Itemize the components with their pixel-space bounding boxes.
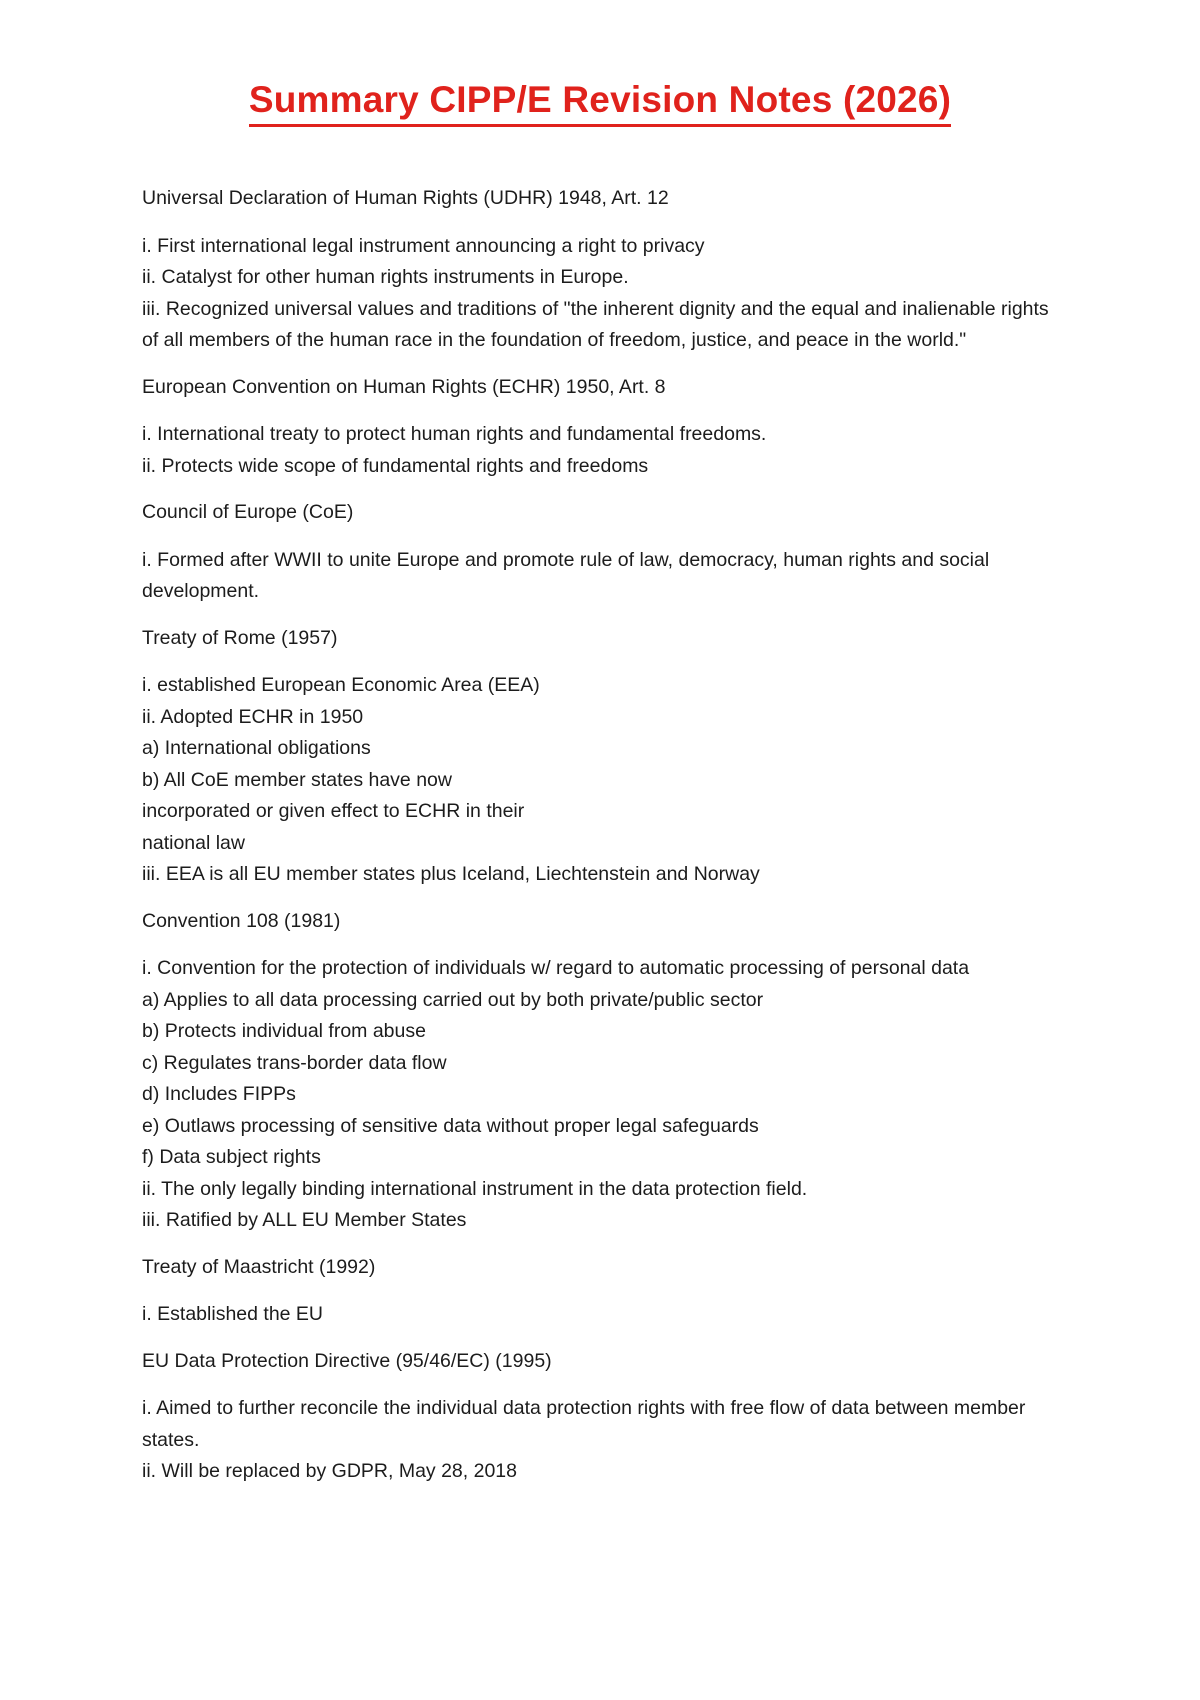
list-item: i. First international legal instrument announcing a right to privacy	[142, 234, 705, 257]
section-echr	[142, 372, 1062, 483]
list-item: ii. Will be replaced by GDPR, May 28, 2018	[142, 1460, 517, 1482]
list-item: ii. The only legally binding international instrument in the data protection field.	[142, 1177, 808, 1200]
list-item: national law	[142, 831, 245, 854]
section-heading: EU Data Protection Directive (95/46/EC) (1995)	[142, 1349, 552, 1372]
list-item: incorporated or given effect to ECHR in their	[142, 800, 525, 822]
section-heading: Universal Declaration of Human Rights (UDHR) 1948, Art. 12	[142, 187, 669, 209]
section-heading: Convention 108 (1981)	[142, 909, 341, 932]
list-item: ii. Catalyst for other human rights instruments in Europe.	[142, 266, 629, 288]
list-item: ii. Protects wide scope of fundamental rights and freedoms	[142, 454, 649, 477]
section-heading: Treaty of Maastricht (1992)	[142, 1255, 376, 1278]
list-item: i. Aimed to further reconcile the individual data protection rights with free flow of data between member states.	[142, 1397, 1026, 1451]
list-item: iii. Recognized universal values and traditions of "the inherent dignity and the equal and inalienable rights of all members of the human race in the foundation of freedom, justice, and peace in the world."	[142, 297, 1049, 351]
list-item: c) Regulates trans-border data flow	[142, 1051, 447, 1074]
list-item: ii. Adopted ECHR in 1950	[142, 705, 364, 728]
section-treaty-of-maastricht	[142, 1252, 1062, 1331]
list-item: f) Data subject rights	[142, 1146, 321, 1168]
list-item: b) All CoE member states have now	[142, 768, 452, 791]
document-title-text: Summary CIPP/E Revision Notes (2026)	[249, 76, 951, 127]
section-body	[142, 419, 1062, 482]
section-council-of-europe	[142, 497, 1062, 608]
list-item: i. Convention for the protection of individuals w/ regard to automatic processing of personal data	[142, 957, 970, 979]
list-item: d) Includes FIPPs	[142, 1083, 296, 1105]
section-body	[142, 670, 1062, 891]
list-item: a) Applies to all data processing carried out by both private/public sector	[142, 988, 764, 1011]
section-body	[142, 231, 1062, 357]
list-item: i. International treaty to protect human rights and fundamental freedoms.	[142, 423, 767, 445]
list-item: i. Formed after WWII to unite Europe and promote rule of law, democracy, human rights and social development.	[142, 548, 990, 602]
list-item: iii. EEA is all EU member states plus Iceland, Liechtenstein and Norway	[142, 863, 760, 885]
section-heading: Treaty of Rome (1957)	[142, 626, 338, 649]
section-udhr	[142, 183, 1062, 357]
section-convention-108	[142, 906, 1062, 1237]
section-heading: European Convention on Human Rights (ECHR) 1950, Art. 8	[142, 375, 666, 398]
list-item: a) International obligations	[142, 737, 371, 759]
list-item: i. established European Economic Area (EEA)	[142, 674, 540, 696]
document-title	[0, 76, 1200, 127]
list-item: iii. Ratified by ALL EU Member States	[142, 1209, 467, 1231]
section-body	[142, 545, 1062, 608]
section-heading: Council of Europe (CoE)	[142, 501, 354, 523]
list-item: i. Established the EU	[142, 1303, 324, 1325]
section-body	[142, 953, 1062, 1237]
section-body	[142, 1393, 1062, 1488]
section-treaty-of-rome	[142, 623, 1062, 891]
list-item: b) Protects individual from abuse	[142, 1020, 426, 1042]
list-item: e) Outlaws processing of sensitive data without proper legal safeguards	[142, 1114, 759, 1137]
section-data-protection-directive	[142, 1346, 1062, 1488]
document-content	[142, 183, 1062, 1503]
section-body	[142, 1299, 1062, 1331]
